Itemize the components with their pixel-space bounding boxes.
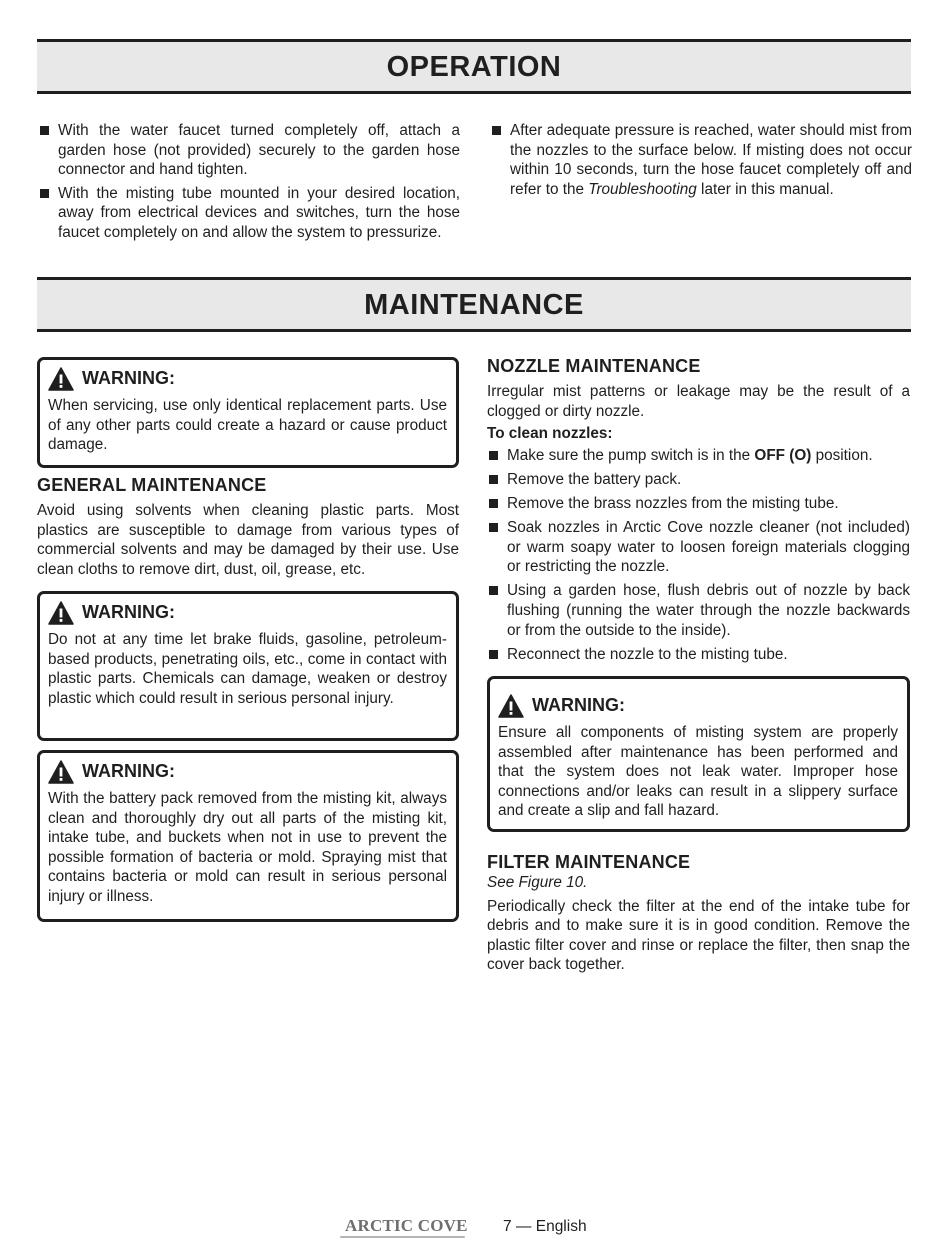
list-item: Remove the battery pack.: [487, 470, 910, 490]
warning-label: WARNING:: [532, 695, 625, 716]
figure-reference: See Figure 10.: [487, 874, 588, 891]
warning-label: WARNING:: [82, 761, 175, 782]
operation-section-header: [37, 39, 911, 94]
list-item: Using a garden hose, flush debris out of nozzle by back flushing (running the water through the nozzle backwards or from the outside to the inside).: [487, 581, 910, 640]
warning-triangle-icon: [48, 601, 74, 625]
list-item: Reconnect the nozzle to the misting tube.: [487, 645, 910, 665]
list-item: Remove the brass nozzles from the misting tube.: [487, 494, 910, 514]
maintenance-title: MAINTENANCE: [364, 289, 584, 321]
warning-label: WARNING:: [82, 602, 175, 623]
warning-box-leak-hazard: [487, 676, 910, 832]
list-item: With the misting tube mounted in your desired location, away from electrical devices and switches, turn the hose faucet completely on and allow the system to pressurize.: [38, 184, 460, 243]
general-maintenance-section: [37, 474, 459, 579]
nozzle-maintenance-section: [487, 355, 910, 669]
troubleshooting-reference: Troubleshooting: [588, 180, 697, 198]
square-bullet-icon: [489, 586, 498, 595]
general-maintenance-text: Avoid using solvents when cleaning plastic parts. Most plastics are susceptible to damage from various types of commercial solvents and may be damaged by their use. Use clean cloths to remove dirt, dust, oil, grease, etc.: [37, 502, 459, 578]
square-bullet-icon: [489, 650, 498, 659]
square-bullet-icon: [492, 126, 501, 135]
filter-maintenance-text: Periodically check the filter at the end of the intake tube for debris and to make sure it is in good condition. Remove the plastic filter cover and rinse or replace the filter, then snap the cover back together.: [487, 897, 910, 974]
warning-text: Do not at any time let brake fluids, gasoline, petroleum-based products, penetrating oils, etc., come in contact with plastic parts. Chemicals can damage, weaken or destroy plastic which could result in serious personal injury.: [48, 631, 447, 707]
general-maintenance-heading: GENERAL MAINTENANCE: [37, 475, 267, 495]
warning-triangle-icon: [498, 694, 524, 718]
warning-box-chemicals: [37, 591, 459, 741]
warning-header: [48, 759, 447, 785]
square-bullet-icon: [489, 451, 498, 460]
square-bullet-icon: [40, 126, 49, 135]
warning-header: [498, 693, 898, 719]
logo-swoosh: [340, 1236, 465, 1238]
warning-header: [48, 366, 447, 392]
off-position-label: OFF (O): [754, 446, 812, 464]
nozzle-intro-text: Irregular mist patterns or leakage may be the result of a clogged or dirty nozzle.: [487, 383, 910, 420]
warning-triangle-icon: [48, 760, 74, 784]
page-number: 7 — English: [503, 1218, 587, 1235]
operation-title: OPERATION: [386, 51, 562, 83]
operation-right-column: [490, 121, 912, 203]
square-bullet-icon: [489, 523, 498, 532]
square-bullet-icon: [489, 475, 498, 484]
warning-text: With the battery pack removed from the misting kit, always clean and thoroughly dry out all parts of the misting kit, intake tube, and buckets when not in use to prevent the possible formation of bacteria or mold. Spraying mist that contains bacteria or mold can result in serious personal injury or illness.: [48, 790, 447, 905]
warning-box-bacteria: [37, 750, 459, 922]
list-item: With the water faucet turned completely off, attach a garden hose (not provided) securely to the garden hose connector and hand tighten.: [38, 121, 460, 180]
warning-box-replacement-parts: [37, 357, 459, 468]
warning-text: When servicing, use only identical replacement parts. Use of any other parts could create a hazard or cause product damage.: [48, 397, 447, 454]
square-bullet-icon: [40, 189, 49, 198]
arctic-cove-logo: ARCTIC COVE: [345, 1216, 468, 1235]
filter-maintenance-section: [487, 851, 910, 975]
maintenance-section-header: [37, 277, 911, 332]
filter-maintenance-heading: FILTER MAINTENANCE: [487, 852, 691, 872]
list-item: After adequate pressure is reached, water should mist from the nozzles to the surface below. If misting does not occur within 10 seconds, turn the hose faucet completely off and refer to the Troubleshooting later in this manual.: [490, 121, 912, 199]
warning-triangle-icon: [48, 367, 74, 391]
warning-header: [48, 600, 447, 626]
warning-text: Ensure all components of misting system are properly assembled after maintenance has been performed and that the system does not leak water. Improper hose connections and/or leaks can result in a slippery surface and create a slip and fall hazard.: [498, 724, 898, 820]
square-bullet-icon: [489, 499, 498, 508]
nozzle-maintenance-heading: NOZZLE MAINTENANCE: [487, 356, 701, 376]
list-item: Make sure the pump switch is in the OFF (O) position.: [487, 446, 910, 466]
clean-nozzles-subheading: To clean nozzles:: [487, 425, 613, 443]
operation-left-column: [38, 121, 460, 247]
page-footer: [0, 1212, 950, 1242]
warning-label: WARNING:: [82, 368, 175, 389]
list-item: Soak nozzles in Arctic Cove nozzle cleaner (not included) or warm soapy water to loosen foreign materials clogging or restricting the nozzle.: [487, 518, 910, 577]
